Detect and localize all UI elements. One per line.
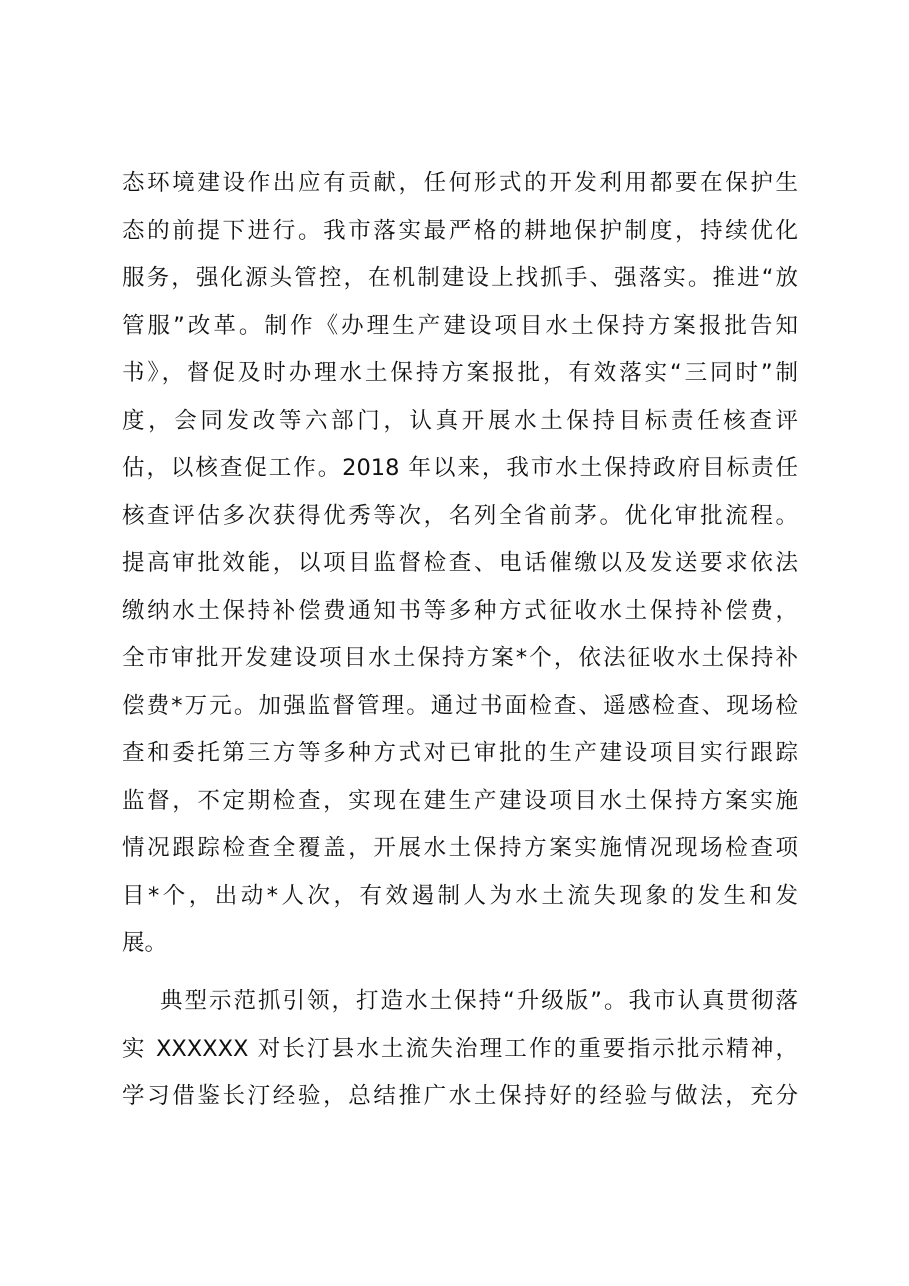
text-line: 估，以核查促工作。2018 年以来，我市水土保持政府目标责任	[122, 455, 798, 481]
text-line: 查和委托第三方等多种方式对已审批的生产建设项目实行跟踪	[122, 740, 798, 766]
text-line: 学习借鉴长汀经验，总结推广水土保持好的经验与做法，充分	[122, 1083, 798, 1109]
text-line: 监督，不定期检查，实现在建生产建设项目水土保持方案实施	[122, 787, 798, 814]
text-line: 提高审批效能，以项目监督检查、电话催缴以及发送要求依法	[122, 550, 798, 576]
paragraph-2	[122, 978, 798, 1121]
text-line: 核查评估多次获得优秀等次，名列全省前茅。优化审批流程。	[122, 502, 798, 529]
text-line: 管服”改革。制作《办理生产建设项目水土保持方案报批告知	[122, 312, 798, 339]
text-line: 度，会同发改等六部门，认真开展水土保持目标责任核查评	[122, 407, 798, 434]
text-line: 目*个，出动*人次，有效遏制人为水土流失现象的发生和发	[122, 882, 798, 909]
text-line: 缴纳水土保持补偿费通知书等多种方式征收水土保持补偿费，	[122, 597, 798, 624]
text-line: 实 XXXXXX 对长汀县水土流失治理工作的重要指示批示精神，	[122, 1035, 798, 1062]
text-line: 偿费*万元。加强监督管理。通过书面检查、遥感检查、现场检	[122, 692, 798, 719]
text-line: 书》，督促及时办理水土保持方案报批，有效落实“三同时”制	[122, 360, 798, 386]
text-line: 态的前提下进行。我市落实最严格的耕地保护制度，持续优化	[122, 217, 798, 244]
paragraph-1	[122, 160, 798, 968]
text-line: 全市审批开发建设项目水土保持方案*个，依法征收水土保持补	[122, 645, 798, 671]
text-line: 情况跟踪检查全覆盖，开展水土保持方案实施情况现场检查项	[122, 835, 798, 861]
text-line: 展。	[122, 930, 168, 956]
text-line: 服务，强化源头管控，在机制建设上找抓手、强落实。推进“放	[122, 265, 798, 291]
text-line: 态环境建设作出应有贡献，任何形式的开发利用都要在保护生	[122, 170, 798, 196]
text-line: 典型示范抓引领，打造水土保持“升级版”。我市认真贯彻落	[160, 988, 798, 1014]
